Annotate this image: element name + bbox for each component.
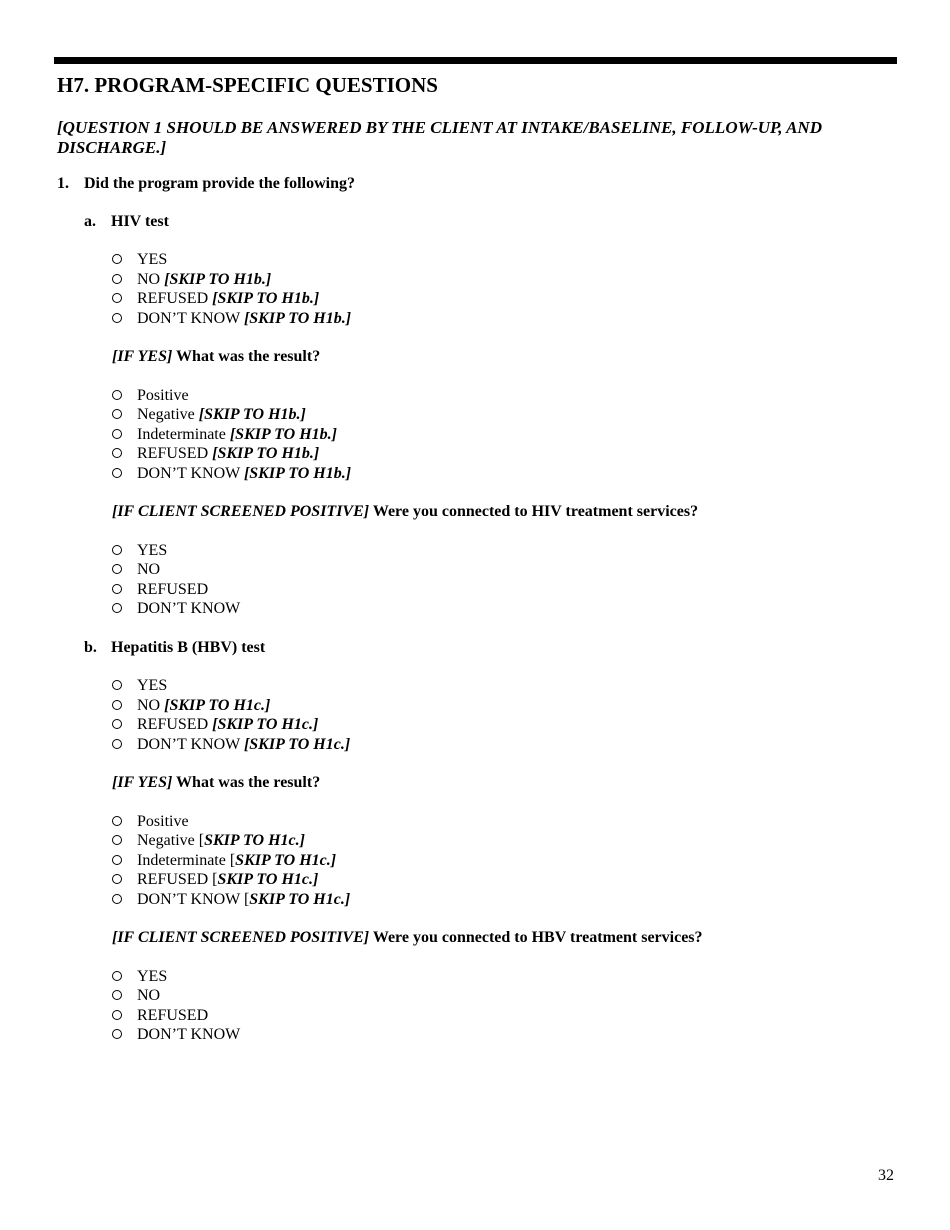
option-row[interactable]: REFUSED [SKIP TO H1c.] [112,717,318,733]
part-label: Hepatitis B (HBV) test [111,639,266,656]
connect-question: [IF CLIENT SCREENED POSITIVE] Were you connected to HIV treatment services? [112,503,699,520]
option-row[interactable]: REFUSED [SKIP TO H1c.] [112,872,318,888]
radio-button[interactable] [112,894,122,904]
radio-button[interactable] [112,429,122,439]
option-row[interactable]: Indeterminate [SKIP TO H1b.] [112,427,337,443]
radio-button[interactable] [112,564,122,574]
page-number: 32 [878,1167,894,1184]
radio-button[interactable] [112,855,122,865]
radio-button[interactable] [112,603,122,613]
radio-button[interactable] [112,990,122,1000]
option-row[interactable]: YES [112,969,167,985]
option-row[interactable]: Positive [112,814,189,830]
option-row[interactable]: YES [112,543,167,559]
option-row[interactable]: NO [112,988,160,1004]
option-row[interactable]: DON’T KNOW [SKIP TO H1b.] [112,466,351,482]
question-text: Did the program provide the following? [84,175,355,192]
radio-button[interactable] [112,1029,122,1039]
question-number: 1. [57,175,69,192]
option-row[interactable]: DON’T KNOW [112,1027,240,1043]
option-row[interactable]: REFUSED [112,1008,208,1024]
option-row[interactable]: DON’T KNOW [SKIP TO H1b.] [112,311,351,327]
part-label: HIV test [111,213,169,230]
option-row[interactable]: Negative [SKIP TO H1b.] [112,407,306,423]
radio-button[interactable] [112,448,122,458]
radio-button[interactable] [112,409,122,419]
radio-button[interactable] [112,835,122,845]
option-row[interactable]: YES [112,678,167,694]
option-row[interactable]: Positive [112,388,189,404]
option-row[interactable]: Indeterminate [SKIP TO H1c.] [112,853,336,869]
question-1 [57,176,355,192]
radio-button[interactable] [112,874,122,884]
section-instruction: [QUESTION 1 SHOULD BE ANSWERED BY THE CLIENT AT INTAKE/BASELINE, FOLLOW-UP, AND DISCHARGE.] [57,118,822,157]
option-row[interactable]: REFUSED [SKIP TO H1b.] [112,291,319,307]
option-row[interactable]: NO [SKIP TO H1b.] [112,272,271,288]
option-row[interactable]: REFUSED [112,582,208,598]
section-title: H7. PROGRAM-SPECIFIC QUESTIONS [57,73,438,97]
option-row[interactable]: DON’T KNOW [112,601,240,617]
option-row[interactable]: YES [112,252,167,268]
radio-button[interactable] [112,254,122,264]
result-question: [IF YES] What was the result? [112,774,321,791]
radio-button[interactable] [112,313,122,323]
radio-button[interactable] [112,816,122,826]
radio-button[interactable] [112,468,122,478]
condition-label: [IF YES] [112,348,173,365]
radio-button[interactable] [112,274,122,284]
result-question: [IF YES] What was the result? [112,348,321,365]
part-b-heading [84,640,265,656]
part-letter: b. [84,639,97,656]
part-letter: a. [84,213,96,230]
option-row[interactable]: NO [112,562,160,578]
condition-label: [IF YES] [112,774,173,791]
part-a-heading [84,214,169,230]
radio-button[interactable] [112,680,122,690]
radio-button[interactable] [112,545,122,555]
option-row[interactable]: Negative [SKIP TO H1c.] [112,833,305,849]
radio-button[interactable] [112,293,122,303]
option-row[interactable]: NO [SKIP TO H1c.] [112,698,270,714]
radio-button[interactable] [112,739,122,749]
connect-question: [IF CLIENT SCREENED POSITIVE] Were you connected to HBV treatment services? [112,929,703,946]
radio-button[interactable] [112,700,122,710]
option-row[interactable]: REFUSED [SKIP TO H1b.] [112,446,319,462]
condition-label: [IF CLIENT SCREENED POSITIVE] [112,929,370,946]
radio-button[interactable] [112,971,122,981]
option-row[interactable]: DON’T KNOW [SKIP TO H1c.] [112,892,350,908]
radio-button[interactable] [112,1010,122,1020]
radio-button[interactable] [112,584,122,594]
condition-label: [IF CLIENT SCREENED POSITIVE] [112,503,370,520]
radio-button[interactable] [112,719,122,729]
option-row[interactable]: DON’T KNOW [SKIP TO H1c.] [112,737,350,753]
header-rule [54,57,897,64]
radio-button[interactable] [112,390,122,400]
